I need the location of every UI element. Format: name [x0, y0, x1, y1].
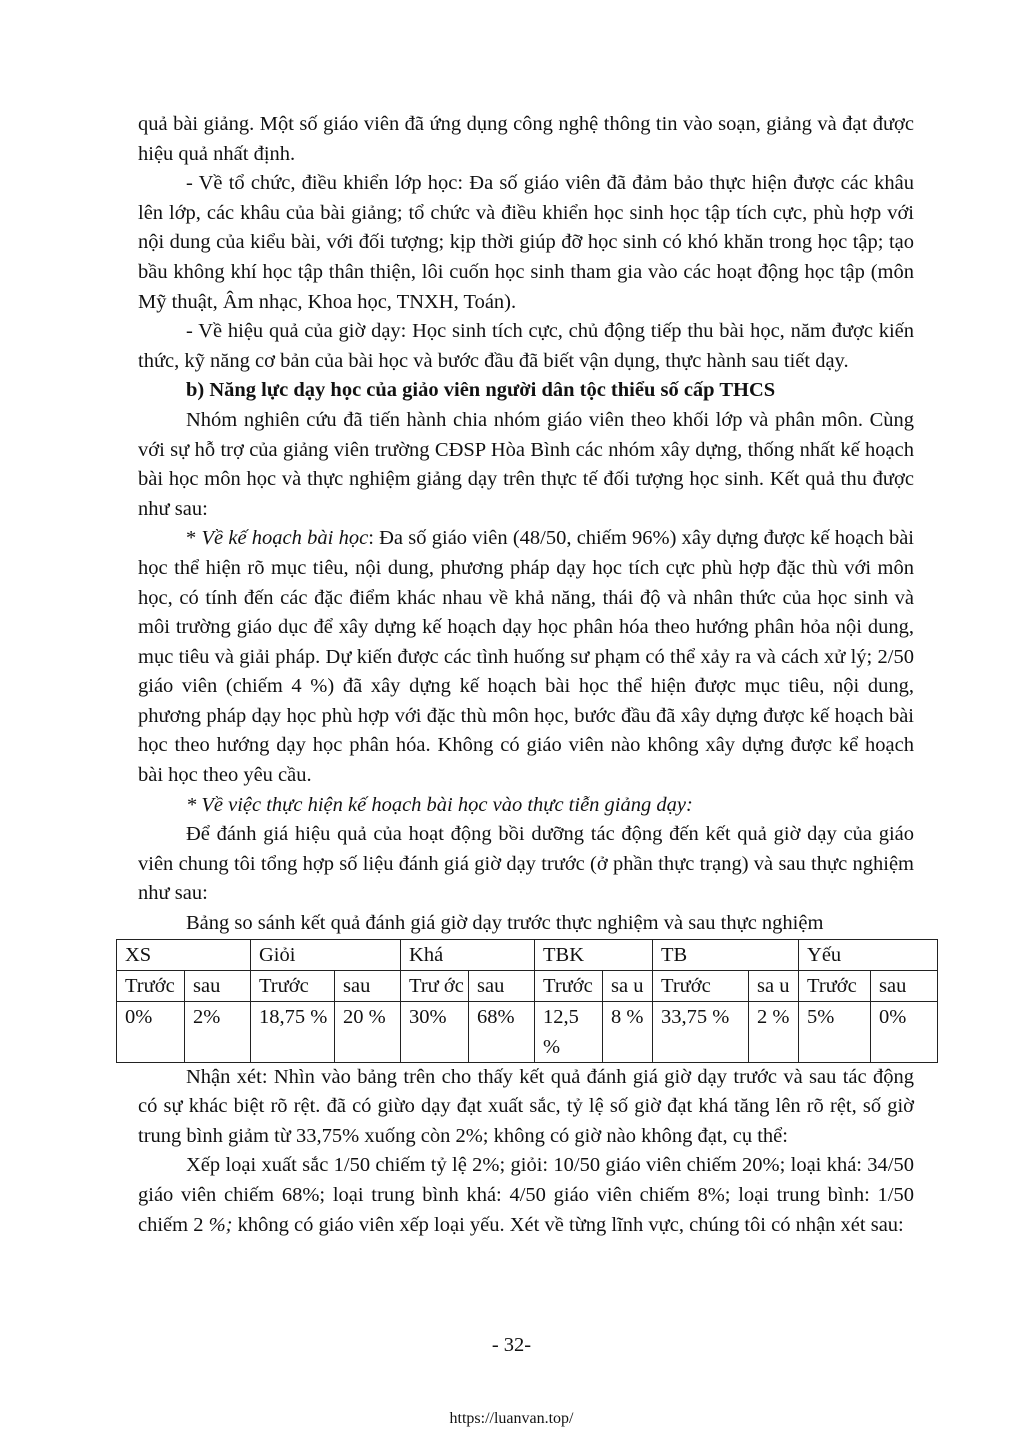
table-cell: 8 %	[603, 1001, 653, 1062]
table-subheader-cell: Trước	[117, 970, 185, 1001]
table-subheader-cell: sa u	[603, 970, 653, 1001]
table-caption: Bảng so sánh kết quả đánh giá giờ dạy trước thực nghiệm và sau thực nghiệm	[186, 912, 824, 935]
paragraph-comment: Nhận xét: Nhìn vào bảng trên cho thấy kết quả đánh giá giờ dạy trước và sau tác động có sự khác biệt rõ rệt. đã có giừo dạy đạt xuất sắc, tỷ lệ số giờ đạt khá tăng lên rõ rệt, số giờ trung bình giảm từ 33,75% xuống còn 2%; không có giờ nào không đạt, cụ thể:	[138, 1065, 914, 1147]
table-subheader-cell: Trước	[251, 970, 335, 1001]
comparison-table	[116, 939, 938, 1063]
table-subheader-cell: Trư ớc	[401, 970, 469, 1001]
table-subheader-row	[117, 970, 938, 1001]
table-cell: 33,75 %	[653, 1001, 749, 1062]
ranking-text-2: không có giáo viên xếp loại yếu. Xét về từng lĩnh vực, chúng tôi có nhận xét sau:	[232, 1213, 904, 1236]
lesson-plan-text: : Đa số giáo viên (48/50, chiếm 96%) xây dựng được kế hoạch bài học thể hiện rõ mục tiêu, nội dung, phương pháp dạy học tích cực phù hợp đặc thù với môn học, có tính đến các đặc điểm khác nhau về khả năng, thái độ và nhân thức của học sinh và môi trường giáo dục để xây dựng kế hoạch dạy học phân hóa theo hướng phân hỏa nội dung, mục tiêu và giải pháp. Dự kiến được các tình huống sư phạm có thể xảy ra và cách xử lý; 2/50 giáo viên (chiếm 4 %) đã xây dựng kế hoạch bài học thể hiện được mục tiêu, nội dung, phương pháp dạy học phù hợp với đặc thù môn học, bước đầu đã xây dựng được kế hoạch bài học theo hướng dạy học phân hóa. Không có giáo viên nào không xây dựng được kể hoạch bài học theo yêu cầu.	[138, 527, 915, 787]
table-cell: 20 %	[335, 1001, 401, 1062]
table-subheader-cell: sau	[335, 970, 401, 1001]
paragraph-teaching-effectiveness: - Về hiệu quả của giờ dạy: Học sinh tích cực, chủ động tiếp thu bài học, năm được kiến thức, kỹ năng cơ bản của bài học và bước đầu đã biết vận dụng, thực hành sau tiết dạy.	[138, 320, 914, 372]
table-cell: 18,75 %	[251, 1001, 335, 1062]
table-subheader-cell: Trước	[799, 970, 871, 1001]
footer-url: https://luanvan.top/	[449, 1410, 574, 1427]
table-header-cell: TB	[653, 939, 799, 970]
paragraph-lesson-plan: * Về kế hoạch bài học: Đa số giáo viên (48/50, chiếm 96%) xây dựng được kế hoạch bài học thể hiện rõ mục tiêu, nội dung, phương pháp dạy học tích cực phù hợp đặc thù với môn học, có tính đến các đặc điểm khác nhau về khả năng, thái độ và nhân thức của học sinh và môi trường giáo dục để xây dựng kế hoạch dạy học phân hóa theo hướng phân hỏa nội dung, mục tiêu và giải pháp. Dự kiến được các tình huống sư phạm có thể xảy ra và cách xử lý; 2/50 giáo viên (chiếm 4 %) đã xây dựng kế hoạch bài học thể hiện được mục tiêu, nội dung, phương pháp dạy học phù hợp với đặc thù môn học, bước đầu đã xây dựng được kế hoạch bài học theo hướng dạy học phân hóa. Không có giáo viên nào không xây dựng được kể hoạch bài học theo yêu cầu.	[138, 527, 915, 787]
table-cell: 0%	[117, 1001, 185, 1062]
paragraph: quả bài giảng. Một số giáo viên đã ứng dụng công nghệ thông tin vào soạn, giảng và đạt được hiệu quả nhất định.	[138, 113, 914, 165]
table-cell: 30%	[401, 1001, 469, 1062]
paragraph-ranking	[138, 1151, 914, 1240]
table-header-row	[117, 939, 938, 970]
paragraph-classroom-organization: - Về tổ chức, điều khiển lớp học: Đa số giáo viên đã đảm bảo thực hiện được các khâu lên lớp, các khâu của bài giảng; tổ chức và điều khiển học sinh học tập tích cực, phù hợp với nội dung của kiểu bài, với đối tượng; kịp thời giúp đỡ học sinh có khó khăn trong học tập; tạo bầu không khí học tập thân thiện, lôi cuốn học sinh tham gia vào các hoạt động học tập (môn Mỹ thuật, Âm nhạc, Khoa học, TNXH, Toán).	[138, 172, 914, 313]
table-subheader-cell: sau	[871, 970, 938, 1001]
table-cell: 0%	[871, 1001, 938, 1062]
table-row	[117, 1001, 938, 1062]
table-header-cell: Yếu	[799, 939, 938, 970]
table-subheader-cell: Trước	[535, 970, 603, 1001]
ranking-text-1: Xếp loại xuất sắc 1/50 chiếm tỷ lệ 2%; giỏi: 10/50 giáo viên chiếm 20%; loại khá: 34/50 giáo viên chiếm 68%; loại trung bình khá: 4/50 giáo viên chiếm 8%; loại trung bình: 1/50 chiếm 2	[138, 1154, 914, 1236]
page-body	[125, 110, 915, 1240]
table-subheader-cell: sau	[185, 970, 251, 1001]
page-number: - 32-	[491, 1334, 532, 1356]
table-header-cell: TBK	[535, 939, 653, 970]
lesson-plan-label: Về kế hoạch bài học	[201, 527, 369, 550]
table-header-cell: Khá	[401, 939, 535, 970]
table-subheader-cell: Trước	[653, 970, 749, 1001]
table-cell: 2 %	[749, 1001, 799, 1062]
ranking-percent: %;	[203, 1213, 233, 1236]
table-cell: 2%	[185, 1001, 251, 1062]
table-header-cell: XS	[117, 939, 251, 970]
table-cell: 12,5 %	[535, 1001, 603, 1062]
section-heading: b) Năng lực dạy học của giảo viên người dân tộc thiểu số cấp THCS	[186, 379, 776, 402]
paragraph-implementation: * Về việc thực hiện kế hoạch bài học vào thực tiễn giảng dạy:	[186, 793, 693, 816]
paragraph: Để đánh giá hiệu quả của hoạt động bồi dưỡng tác động đến kết quả giờ dạy của giáo viên chung tôi tổng hợp số liệu đánh giá giờ dạy trước (ở phần thực trạng) và sau thực nghiệm như sau:	[138, 823, 914, 905]
table-cell: 68%	[469, 1001, 535, 1062]
table-subheader-cell: sa u	[749, 970, 799, 1001]
table-header-cell: Giỏi	[251, 939, 401, 970]
table-cell: 5%	[799, 1001, 871, 1062]
implementation-label: Về việc thực hiện kế hoạch bài học vào thực tiễn giảng dạy:	[201, 793, 693, 816]
table-subheader-cell: sau	[469, 970, 535, 1001]
paragraph: Nhóm nghiên cứu đã tiến hành chia nhóm giáo viên theo khối lớp và phân môn. Cùng với sự hỗ trợ của giảng viên trường CĐSP Hòa Bình các nhóm xây dựng, thống nhất kế hoạch bài học môn học và thực nghiệm giảng dạy trên thực tế đối tượng học sinh. Kết quả thu được như sau:	[138, 408, 914, 520]
